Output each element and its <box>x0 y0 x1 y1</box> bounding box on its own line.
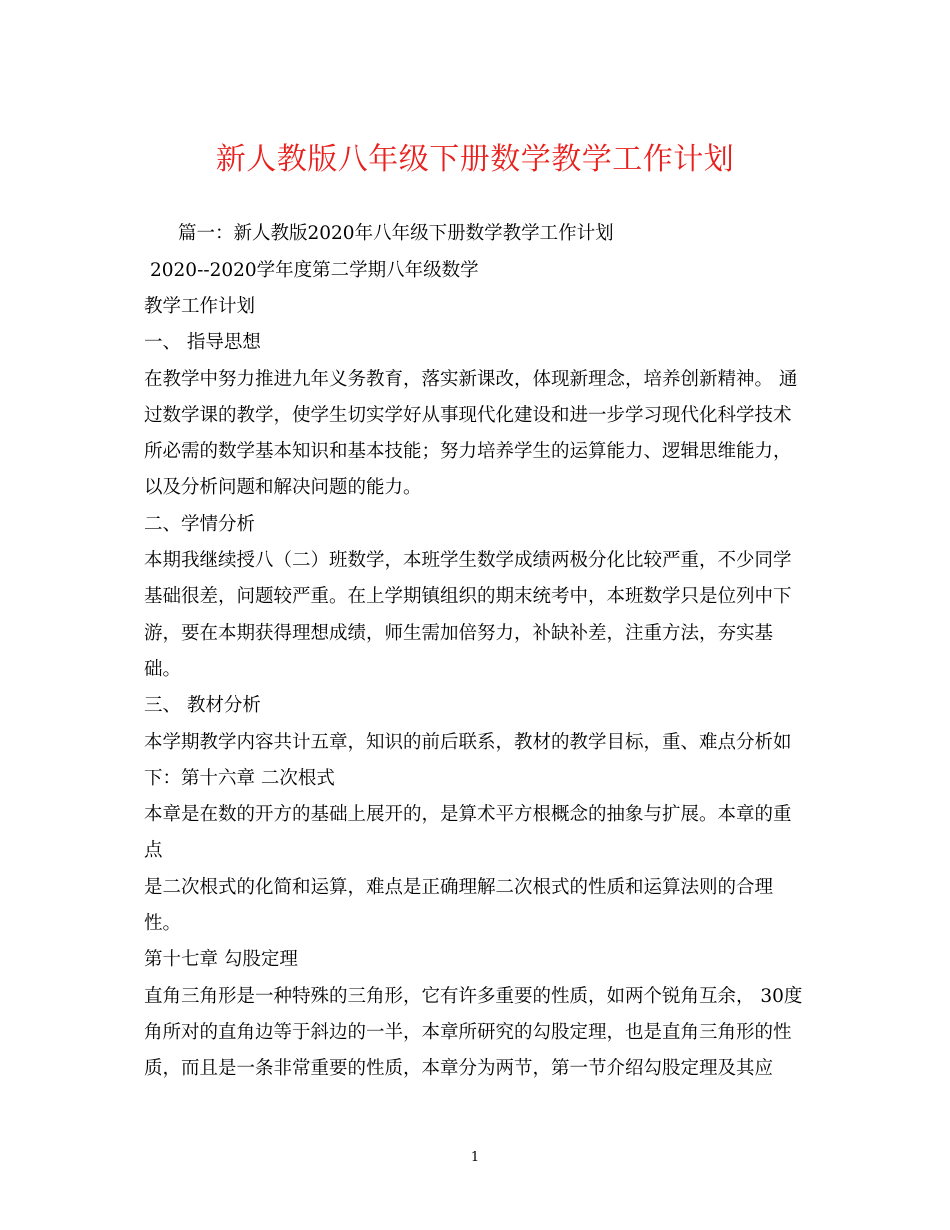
text-line-22: 直角三角形是一种特殊的三角形，它有许多重要的性质，如两个锐角互余， 30度 <box>144 986 803 1007</box>
text-line-15: 本学期教学内容共计五章，知识的前后联系，教材的教学目标，重、难点分析如 <box>144 732 792 753</box>
text-line-5: 在教学中努力推进九年义务教育，落实新课改，体现新理念，培养创新精神。 通 <box>144 369 798 390</box>
text-line-3: 教学工作计划 <box>144 296 256 317</box>
text-line-24: 质，而且是一条非常重要的性质，本章分为两节，第一节介绍勾股定理及其应 <box>144 1058 774 1079</box>
text-line-20: 性。 <box>144 913 182 934</box>
text-line-18: 点 <box>144 840 163 861</box>
text-line-2: 2020--2020学年度第二学期八年级数学 <box>150 260 479 281</box>
chapter-16-heading: 下：第十六章 二次根式 <box>144 768 335 789</box>
document-title: 新人教版八年级下册数学教学工作计划 <box>215 142 735 177</box>
text-line-6: 过数学课的教学，使学生切实学好从事现代化建设和进一步学习现代化科学技术 <box>144 405 792 426</box>
text-line-23: 角所对的直角边等于斜边的一半，本章所研究的勾股定理，也是直角三角形的性 <box>144 1022 792 1043</box>
text-line-19: 是二次根式的化简和运算，难点是正确理解二次根式的性质和运算法则的合理 <box>144 877 774 898</box>
text-line-13: 础。 <box>144 659 182 680</box>
section-heading-2: 二、学情分析 <box>144 514 256 535</box>
text-line-8: 以及分析问题和解决问题的能力。 <box>144 477 422 498</box>
section-heading-1: 一、 指导思想 <box>144 332 261 353</box>
text-line-11: 基础很差，问题较严重。在上学期镇组织的期末统考中，本班数学只是位列中下 <box>144 586 792 607</box>
page-number: 1 <box>470 1150 480 1165</box>
section-heading-3: 三、 教材分析 <box>144 695 261 716</box>
chapter-17-heading: 第十七章 勾股定理 <box>144 949 298 970</box>
text-line-17: 本章是在数的开方的基础上展开的，是算术平方根概念的抽象与扩展。本章的重 <box>144 804 792 825</box>
text-line-7: 所必需的数学基本知识和基本技能；努力培养学生的运算能力、逻辑思维能力， <box>144 441 792 462</box>
text-line-12: 游，要在本期获得理想成绩，师生需加倍努力，补缺补差，注重方法，夯实基 <box>144 623 774 644</box>
text-line-10: 本期我继续授八（二）班数学，本班学生数学成绩两极分化比较严重，不少同学 <box>144 550 792 571</box>
text-line-1: 篇一：新人教版2020年八年级下册数学教学工作计划 <box>178 223 614 244</box>
